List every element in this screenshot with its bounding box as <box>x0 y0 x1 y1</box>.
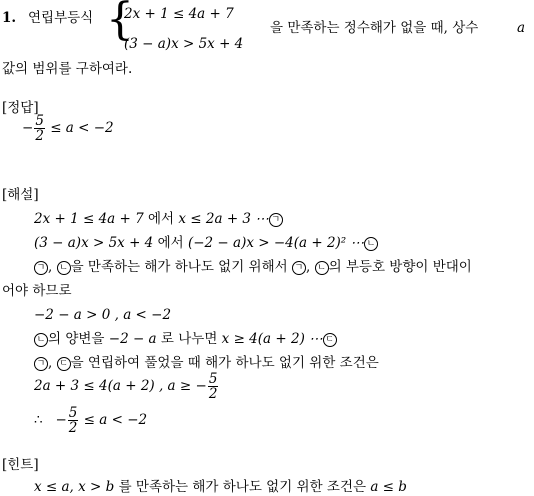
solution-line-3: ㄱ , ㄴ 을 만족하는 해가 하나도 없기 위해서 ㄱ , ㄴ 의 부등호 방향이 반대이 <box>34 258 472 276</box>
sol8-numerator: 5 <box>208 371 218 387</box>
circled-digeut-icon: ㄷ <box>323 333 337 347</box>
sol6-text2: 로 나누면 <box>160 331 218 347</box>
sol6-text: 의 양변을 <box>48 331 105 347</box>
sol2-rhs: (−2 − a)x > −4(a + 2)² ⋯ <box>187 235 365 251</box>
sol6-expr: −2 − a <box>108 331 157 347</box>
sol8-denominator: 2 <box>208 386 218 402</box>
solution-line-5: −2 − a > 0 , a < −2 <box>34 307 172 323</box>
sol9-fraction <box>68 406 79 435</box>
answer-minus: − <box>22 120 34 136</box>
problem-prefix: 연립부등식 <box>28 10 94 26</box>
circled-nieun-icon: ㄴ <box>57 261 71 275</box>
hint-expr: x ≤ a, x > b <box>34 479 115 495</box>
circled-digeut-icon: ㄷ <box>57 357 71 371</box>
sol7-text: 을 연립하여 풀었을 때 해가 하나도 없기 위한 조건은 <box>70 355 379 371</box>
hint-cond: a ≤ b <box>370 479 407 495</box>
solution-line-9 <box>34 406 147 435</box>
hint-text: 를 만족하는 해가 하나도 없기 위한 조건은 <box>118 479 367 495</box>
sol2-lhs: (3 − a)x > 5x + 4 <box>34 235 154 251</box>
circled-giyeok-icon: ㄱ <box>34 357 48 371</box>
circled-giyeok-icon: ㄱ <box>292 261 306 275</box>
circled-nieun-icon: ㄴ <box>315 261 329 275</box>
sol9-numerator: 5 <box>68 405 78 421</box>
solution-line-4: 어야 하므로 <box>2 283 72 299</box>
problem-var-a: a <box>517 20 526 36</box>
problem-suffix: 을 만족하는 정수해가 없을 때, 상수 <box>270 20 479 36</box>
hint-label: [힌트] <box>2 457 39 473</box>
sol3-text: 을 만족하는 해가 하나도 없기 위해서 <box>70 259 288 275</box>
solution-line-7: ㄱ , ㄷ 을 연립하여 풀었을 때 해가 하나도 없기 위한 조건은 <box>34 354 379 372</box>
sol1-rhs: x ≤ 2a + 3 ⋯ <box>178 211 269 227</box>
sol1-lhs: 2x + 1 ≤ 4a + 7 <box>34 211 144 227</box>
inequality-1: 2x + 1 ≤ 4a + 7 <box>124 6 234 22</box>
answer-rest: ≤ a < −2 <box>50 120 114 136</box>
hint-line <box>34 478 407 496</box>
solution-label: [해설] <box>2 187 39 203</box>
problem-number: 1. <box>2 10 17 26</box>
answer-expression <box>22 114 114 143</box>
answer-label: [정답] <box>2 100 39 116</box>
inequality-2: (3 − a)x > 5x + 4 <box>124 36 244 52</box>
circled-nieun-icon: ㄴ <box>364 237 378 251</box>
circled-nieun-icon: ㄴ <box>34 333 48 347</box>
answer-denominator: 2 <box>35 128 44 144</box>
therefore-icon: ∴ <box>34 412 43 428</box>
sol6-rhs: x ≥ 4(a + 2) ⋯ <box>221 331 323 347</box>
answer-numerator: 5 <box>35 113 44 129</box>
sol9-denominator: 2 <box>68 420 78 436</box>
problem-line2: 값의 범위를 구하여라. <box>2 61 133 77</box>
sol1-mid: 에서 <box>148 211 175 227</box>
circled-giyeok-icon: ㄱ <box>34 261 48 275</box>
sol9-minus: − <box>55 412 67 428</box>
sol8-lhs: 2a + 3 ≤ 4(a + 2) , a ≥ − <box>34 378 207 394</box>
solution-line-1 <box>34 210 283 228</box>
solution-line-8 <box>34 372 219 401</box>
sol8-fraction <box>208 372 219 401</box>
answer-fraction <box>34 114 45 143</box>
solution-line-2 <box>34 234 378 252</box>
system-brace: { <box>106 0 134 45</box>
sol9-rest: ≤ a < −2 <box>83 412 148 428</box>
circled-giyeok-icon: ㄱ <box>269 213 283 227</box>
solution-line-6 <box>34 330 337 348</box>
sol3-text2: 의 부등호 방향이 반대이 <box>328 259 472 275</box>
sol2-mid: 에서 <box>157 235 184 251</box>
